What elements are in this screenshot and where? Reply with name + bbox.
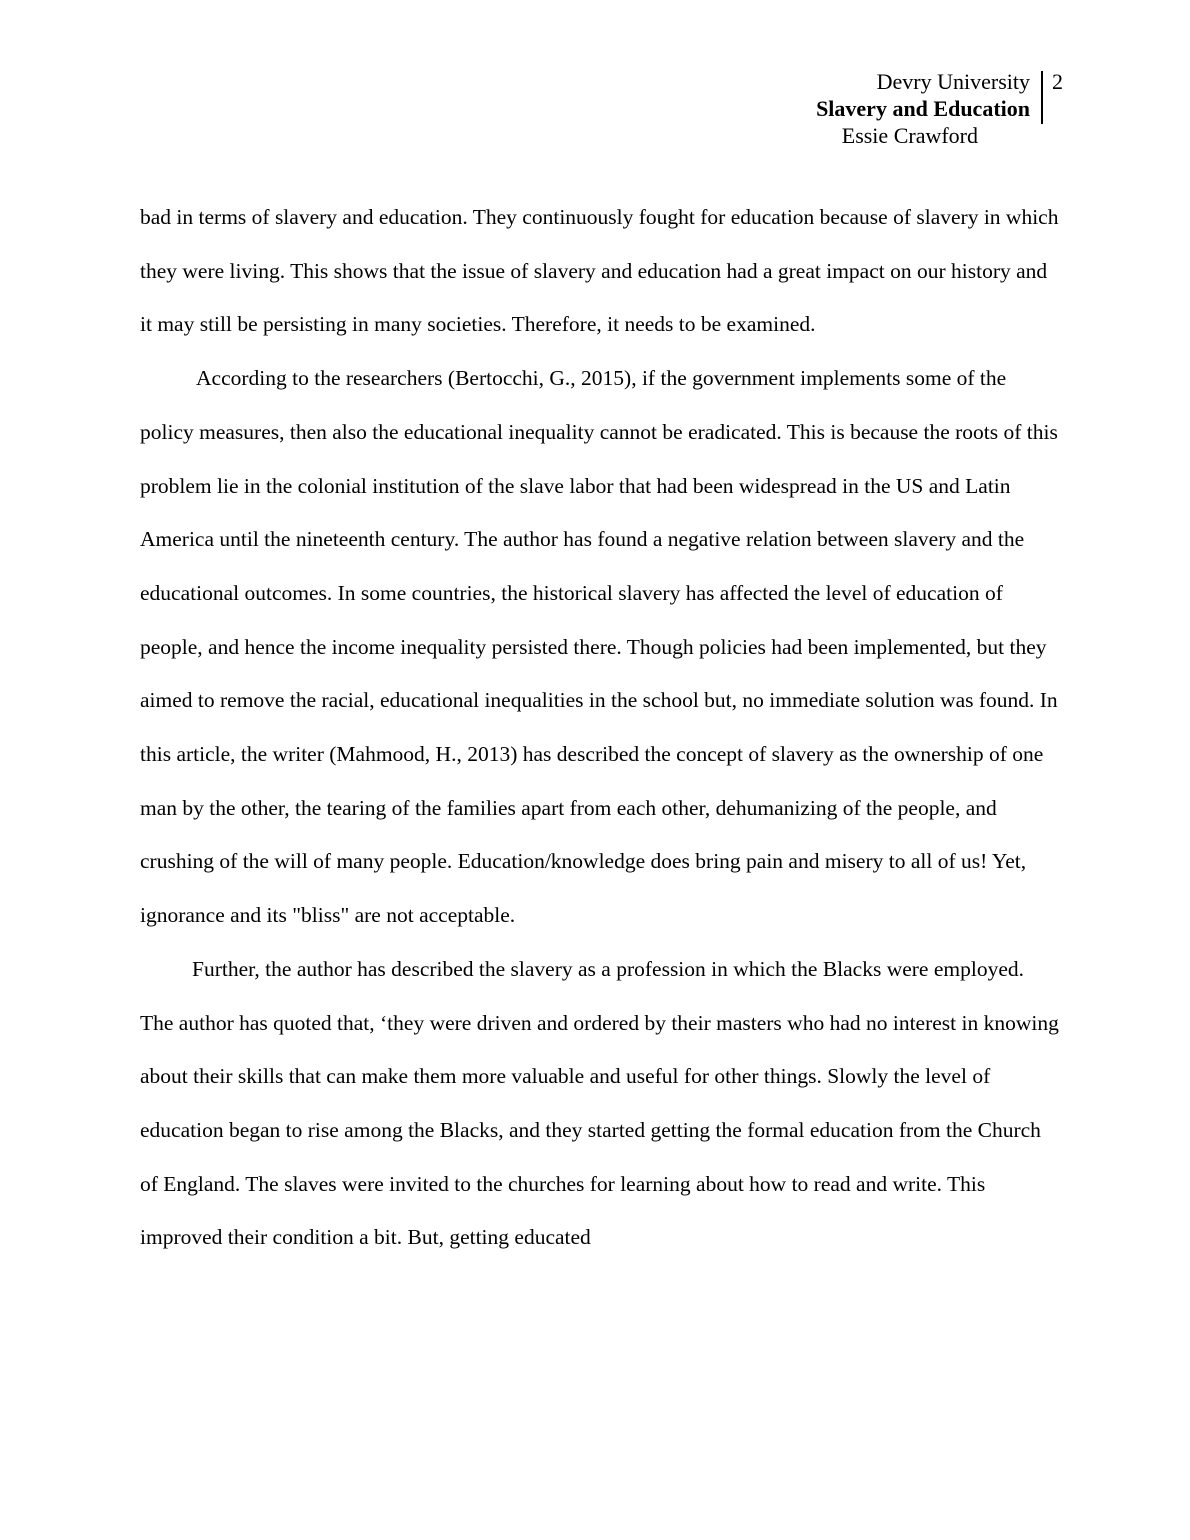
header-title: Slavery and Education (816, 96, 1030, 121)
paragraph-continuation: bad in terms of slavery and education. They continuously fought for education because of slavery in which they were living. This shows that the issue of slavery and education had a great impact on our history and it may still be persisting in many societies. Therefore, it needs to be examined. (140, 205, 1059, 337)
paragraph-profession: Further, the author has described the slavery as a profession in which the Blacks were employed. The author has quoted that, ‘they were driven and ordered by their masters who had no interest in knowing about their skills that can make them more valuable and useful for other things. Slowly the level of education began to rise among the Blacks, and they started getting the formal education from the Church of England. The slaves were invited to the churches for learning about how to read and write. This improved their condition a bit. But, getting educated (140, 956, 1059, 1250)
header-author: Essie Crawford (841, 123, 978, 148)
header-institution: Devry University (876, 69, 1030, 94)
body-text (140, 191, 1060, 1265)
page-number: 2 (1052, 69, 1063, 94)
running-header (630, 68, 1030, 149)
paragraph-bertocchi: According to the researchers (Bertocchi, G., 2015), if the government implements some of the policy measures, then also the educational inequality cannot be eradicated. This is because the roots of this problem lie in the colonial institution of the slave labor that had been widespread in the US and Latin America until the nineteenth century. The author has found a negative relation between slavery and the educational outcomes. In some countries, the historical slavery has affected the level of education of people, and hence the income inequality persisted there. Though policies had been implemented, but they aimed to remove the racial, educational inequalities in the school but, no immediate solution was found. In this article, the writer (Mahmood, H., 2013) has described the concept of slavery as the ownership of one man by the other, the tearing of the families apart from each other, dehumanizing of the people, and crushing of the will of many people. Education/knowledge does bring pain and misery to all of us! Yet, ignorance and its "bliss" are not acceptable. (140, 366, 1058, 928)
header-divider (1041, 71, 1043, 124)
